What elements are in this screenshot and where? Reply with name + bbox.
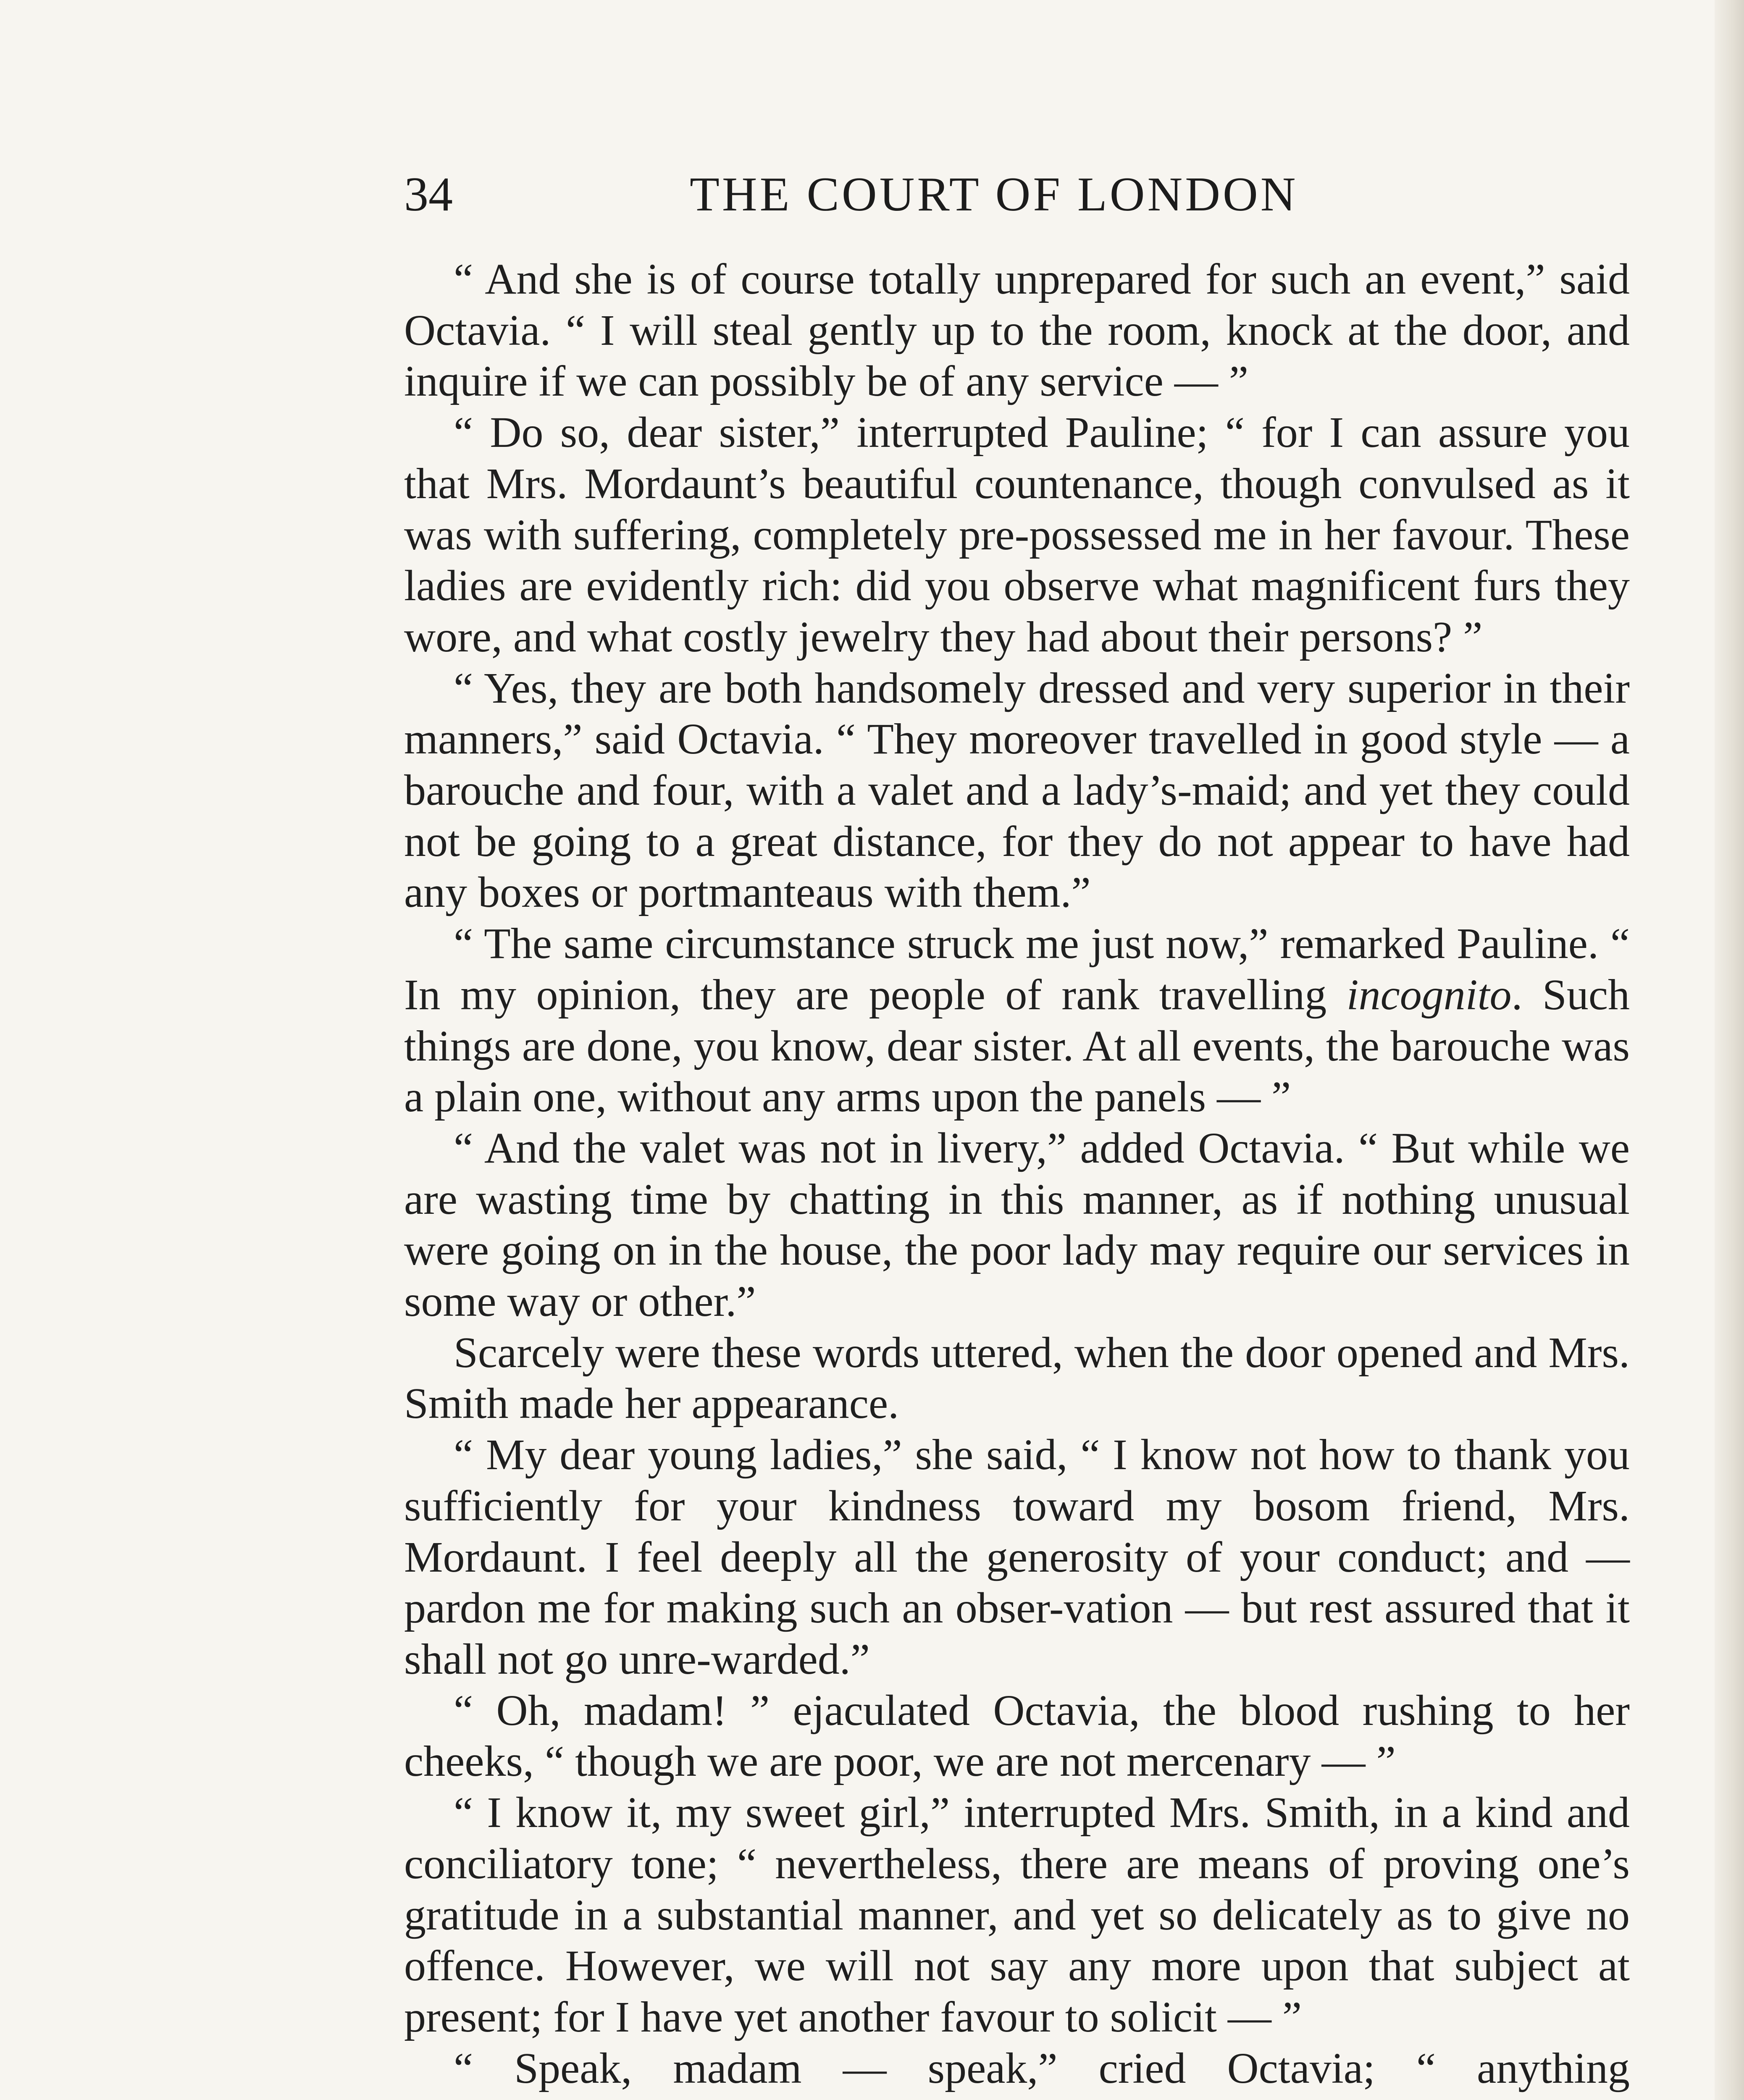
paragraph: “ Do so, dear sister,” interrupted Pauline; “ for I can assure you that Mrs. Mordaunt’s beautiful countenance, though convulsed as it was with suffering, completely pre-possessed me in her favour. These ladies are evidently rich: did you observe what magnificent furs they wore, and what costly jewelry they had about their persons? ” <box>404 408 1630 661</box>
paragraph: “ My dear young ladies,” she said, “ I know not how to thank you sufficiently for your kindness toward my bosom friend, Mrs. Mordaunt. I feel deeply all the generosity of your conduct; and — pardon me for making such an obser-vation — but rest assured that it shall not go unre-warded.” <box>404 1431 1630 1683</box>
paragraph: “ And she is of course totally unprepared for such an event,” said Octavia. “ I will steal gently up to the room, knock at the door, and inquire if we can possibly be of any service — ” <box>404 255 1630 406</box>
paragraph: “ Yes, they are both handsomely dressed and very superior in their manners,” said Octavia. “ They moreover travelled in good style — a barouche and four, with a valet and a lady’s-maid; and yet they could not be going to a great distance, for they do not appear to have had any boxes or portmanteaus with them.” <box>404 664 1630 917</box>
paragraph <box>404 918 1630 1123</box>
page-number: 34 <box>404 168 453 221</box>
page-edge-shadow <box>1715 0 1744 2100</box>
paragraph: Scarcely were these words uttered, when the door opened and Mrs. Smith made her appearance. <box>404 1328 1630 1428</box>
paragraph-text: “ The same circumstance struck me just now,” remarked Pauline. “ In my opinion, they are people of rank travelling <box>404 919 1630 1019</box>
paragraph: “ Oh, madam! ” ejaculated Octavia, the blood rushing to her cheeks, “ though we are poor, we are not mercenary — ” <box>404 1686 1630 1786</box>
paragraph: “ I know it, my sweet girl,” interrupted Mrs. Smith, in a kind and conciliatory tone; “ nevertheless, there are means of proving one’s gratitude in a substantial manner, and yet so delicately as to give no offence. However, we will not say any more upon that subject at present; for I have yet another favour to solicit — ” <box>404 1788 1630 2041</box>
paragraph: “ And the valet was not in livery,” added Octavia. “ But while we are wasting time by chatting in this manner, as if nothing unusual were going on in the house, the poor lady may require our services in some way or other.” <box>404 1124 1630 1326</box>
body-text <box>404 254 1630 2094</box>
page-header <box>404 163 1630 226</box>
paragraph: “ Speak, madam — speak,” cried Octavia; “ anything <box>454 2044 1630 2092</box>
paragraph-text: . Such things are done, you know, dear sister. At all events, the barouche was a plain one, without any arms upon the panels — ” <box>404 970 1630 1121</box>
running-title: THE COURT OF LONDON <box>690 168 1298 221</box>
italic-word: incognito <box>1346 970 1512 1019</box>
